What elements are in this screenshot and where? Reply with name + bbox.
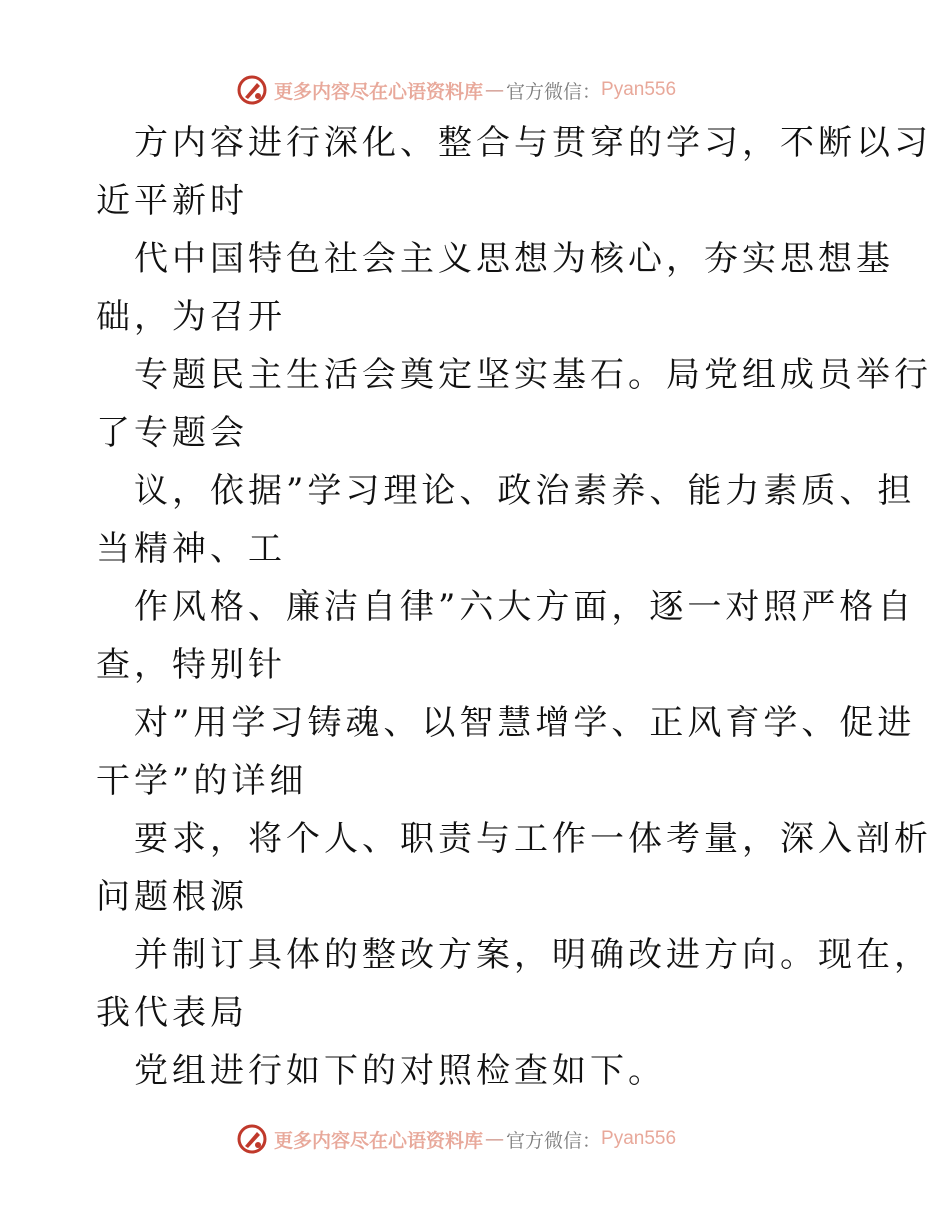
- paragraph-line: 党组进行如下的对照检查如下。: [134, 1051, 666, 1091]
- paragraph-line-wrap: 础，为召开: [96, 297, 286, 337]
- paragraph-line-wrap: 近平新时: [96, 181, 248, 221]
- paragraph-6: [96, 694, 916, 810]
- paragraph-line: 专题民主生活会奠定坚实基石。局党组成员举行: [134, 355, 932, 395]
- paragraph-4: [96, 462, 916, 578]
- paragraph-line: 代中国特色社会主义思想为核心，夯实思想基: [134, 239, 894, 279]
- footer-watermark: [236, 1121, 756, 1157]
- paragraph-line: 方内容进行深化、整合与贯穿的学习，不断以习: [134, 123, 932, 163]
- paragraph-7: [96, 810, 932, 926]
- paragraph-3: [96, 346, 932, 462]
- paragraph-line-wrap: 查，特别针: [96, 645, 286, 685]
- paragraph-line: 并制订具体的整改方案，明确改进方向。现在，: [134, 935, 932, 975]
- paragraph-5: [96, 578, 916, 694]
- paragraph-line: 议，依据”学习理论、政治素养、能力素质、担: [134, 471, 916, 511]
- header-watermark: [236, 72, 756, 108]
- paragraph-line-wrap: 干学”的详细: [96, 761, 308, 801]
- paragraph-line-wrap: 当精神、工: [96, 529, 286, 569]
- watermark-official-label: 官方微信：: [506, 1129, 602, 1152]
- paragraph-1: [96, 114, 932, 230]
- paragraph-line: 对”用学习铸魂、以智慧增学、正风育学、促进: [134, 703, 916, 743]
- pen-seal-icon: [236, 1123, 268, 1155]
- paragraph-8: [96, 926, 932, 1042]
- paragraph-9: [96, 1042, 886, 1100]
- watermark-brand: 更多内容尽在心语资料库: [274, 80, 484, 103]
- watermark-dash: —: [485, 1128, 505, 1150]
- watermark-wechat-id: Pyan556: [601, 79, 677, 100]
- watermark-dash: —: [485, 79, 505, 101]
- paragraph-line-wrap: 了专题会: [96, 413, 248, 453]
- paragraph-line-wrap: 我代表局: [96, 993, 248, 1033]
- paragraph-2: [96, 230, 894, 346]
- paragraph-line: 要求，将个人、职责与工作一体考量，深入剖析: [134, 819, 932, 859]
- paragraph-line-wrap: 问题根源: [96, 877, 248, 917]
- watermark-wechat-id: Pyan556: [601, 1128, 677, 1149]
- document-body: [96, 114, 932, 1100]
- watermark-brand: 更多内容尽在心语资料库: [274, 1129, 484, 1152]
- watermark-official-label: 官方微信：: [506, 80, 602, 103]
- paragraph-line: 作风格、廉洁自律”六大方面，逐一对照严格自: [134, 587, 916, 627]
- pen-seal-icon: [236, 74, 268, 106]
